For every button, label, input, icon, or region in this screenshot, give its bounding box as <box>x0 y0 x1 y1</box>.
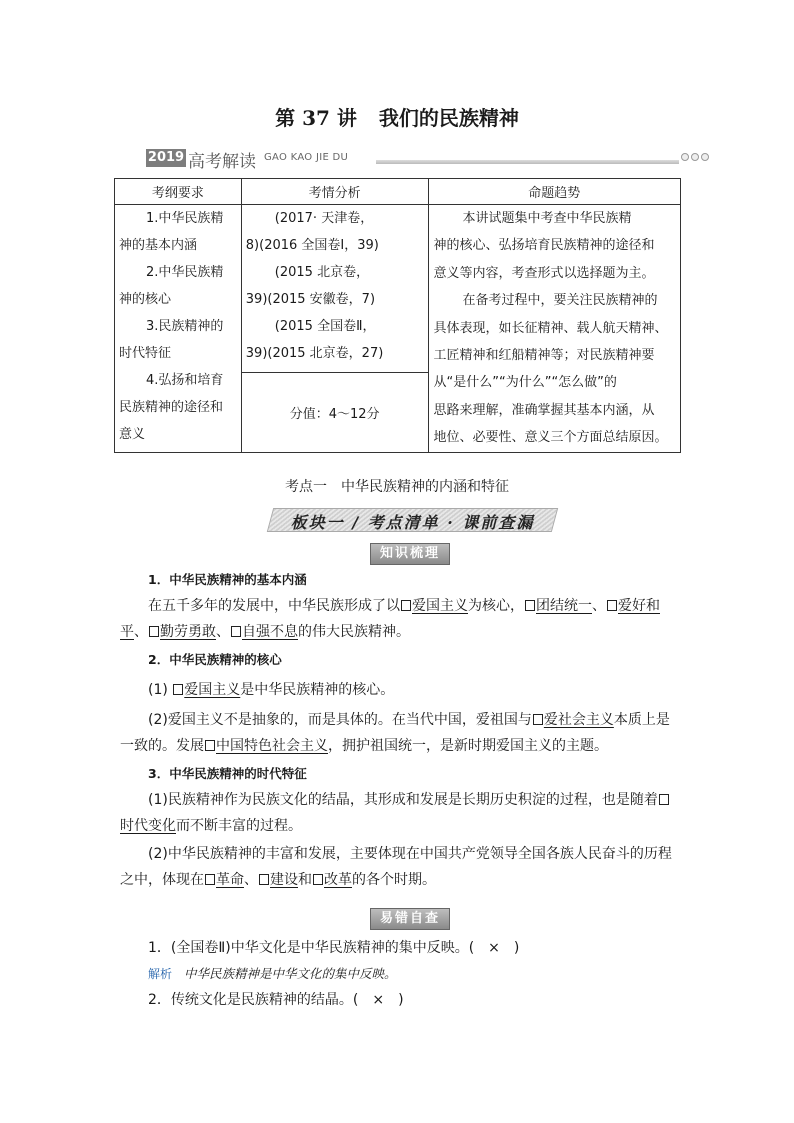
k2-item1: (1) 爱国主义是中华民族精神的核心。 <box>148 682 395 698</box>
banner-pinyin: GAO KAO JIE DU <box>264 152 349 163</box>
header-requirements: 考纲要求 <box>115 179 242 205</box>
analysis-cell: (2017· 天津卷， 8)(2016 全国卷Ⅰ，39) (2015 北京卷， 39)(2015 安徽卷，7) (2015 全国卷Ⅱ， 39)(2015 北京卷，27) <box>241 205 428 373</box>
k3-item2: (2)中华民族精神的丰富和发展，主要体现在中国共产党领导全国各族人民奋斗的历程之中，体现在 革命、 建设和 改革的各个时期。 <box>120 846 672 888</box>
banner-title: 高考解读 <box>188 152 256 172</box>
blank-box-icon <box>313 874 323 885</box>
blank-box-icon <box>525 600 535 611</box>
k3-item1: (1)民族精神作为民族文化的结晶，其形成和发展是长期历史积淀的过程，也是随着时代变化而不断丰富的过程。 <box>120 787 680 839</box>
blank-box-icon <box>149 626 159 637</box>
analysis-label: 解析 <box>148 967 173 981</box>
blank-box-icon <box>607 600 617 611</box>
trend-cell: 本讲试题集中考查中华民族精 神的核心、弘扬培育民族精神的途径和 意义等内容，考查形式以选择题为主。 在备考过程中，要关注民族精神的 具体表现，如长征精神、载人航天精神、 工匠精神和红船精神等；对民族精神要 从“是什么”“为什么”“怎么做”的 思路来理解，准确掌握其基本内涵，从 地位、必要性、意义三个方面总结原因。 <box>428 205 681 453</box>
section-heading: 考点一 中华民族精神的内涵和特征 <box>285 479 509 495</box>
knowledge-tag: 知识梳理 <box>370 543 450 565</box>
header-analysis: 考情分析 <box>241 179 428 205</box>
k1-heading: 1．中华民族精神的基本内涵 <box>148 572 307 587</box>
blank-box-icon <box>205 740 215 751</box>
table-body-row <box>115 205 681 373</box>
check-tag: 易错自查 <box>370 908 450 930</box>
block-one-banner: 板块一 ∕ 考点清单 · 课前查漏 <box>270 508 555 532</box>
lecture-number: 第 37 讲 <box>275 106 357 130</box>
k2-heading: 2．中华民族精神的核心 <box>148 652 282 667</box>
exam-analysis-table <box>114 178 681 453</box>
lecture-topic: 我们的民族精神 <box>378 106 519 130</box>
check-content <box>120 935 680 1013</box>
k2-item2: (2)爱国主义不是抽象的，而是具体的。在当代中国，爱祖国与 爱社会主义本质上是一致的。发展 中国特色社会主义，拥护祖国统一，是新时期爱国主义的主题。 <box>120 712 670 754</box>
blank-box-icon <box>173 684 183 695</box>
blank-box-icon <box>659 794 669 805</box>
question-1-analysis: 解析 中华民族精神是中华文化的集中反映。 <box>148 966 397 981</box>
knowledge-content <box>120 567 680 893</box>
blank-box-icon <box>231 626 241 637</box>
header-trend: 命题趋势 <box>428 179 681 205</box>
blank-box-icon <box>533 714 543 725</box>
requirements-cell: 1.中华民族精 神的基本内涵 2.中华民族精 神的核心 3.民族精神的 时代特征 4.弘扬和培育 民族精神的途径和 意义 <box>115 205 242 453</box>
k1-paragraph: 在五千多年的发展中，中华民族形成了以 爱国主义为核心， 团结统一、 爱好和平、 勤劳勇敢、 自强不息的伟大民族精神。 <box>120 598 660 640</box>
blank-box-icon <box>259 874 269 885</box>
question-1: 1．(全国卷Ⅱ)中华文化是中华民族精神的集中反映。( × ) <box>148 940 520 956</box>
blank-box-icon <box>205 874 215 885</box>
table-header-row <box>115 179 681 205</box>
page-title <box>0 102 794 131</box>
question-2: 2．传统文化是民族精神的结晶。( × ) <box>148 992 404 1008</box>
banner-dots-icon <box>681 153 709 161</box>
score-cell: 分值：4～12分 <box>241 372 428 452</box>
banner-rule <box>376 160 679 164</box>
k3-heading: 3．中华民族精神的时代特征 <box>148 766 307 781</box>
blank-box-icon <box>401 600 411 611</box>
banner-year: 2019 <box>147 150 185 165</box>
exam-interpretation-banner <box>146 148 709 172</box>
